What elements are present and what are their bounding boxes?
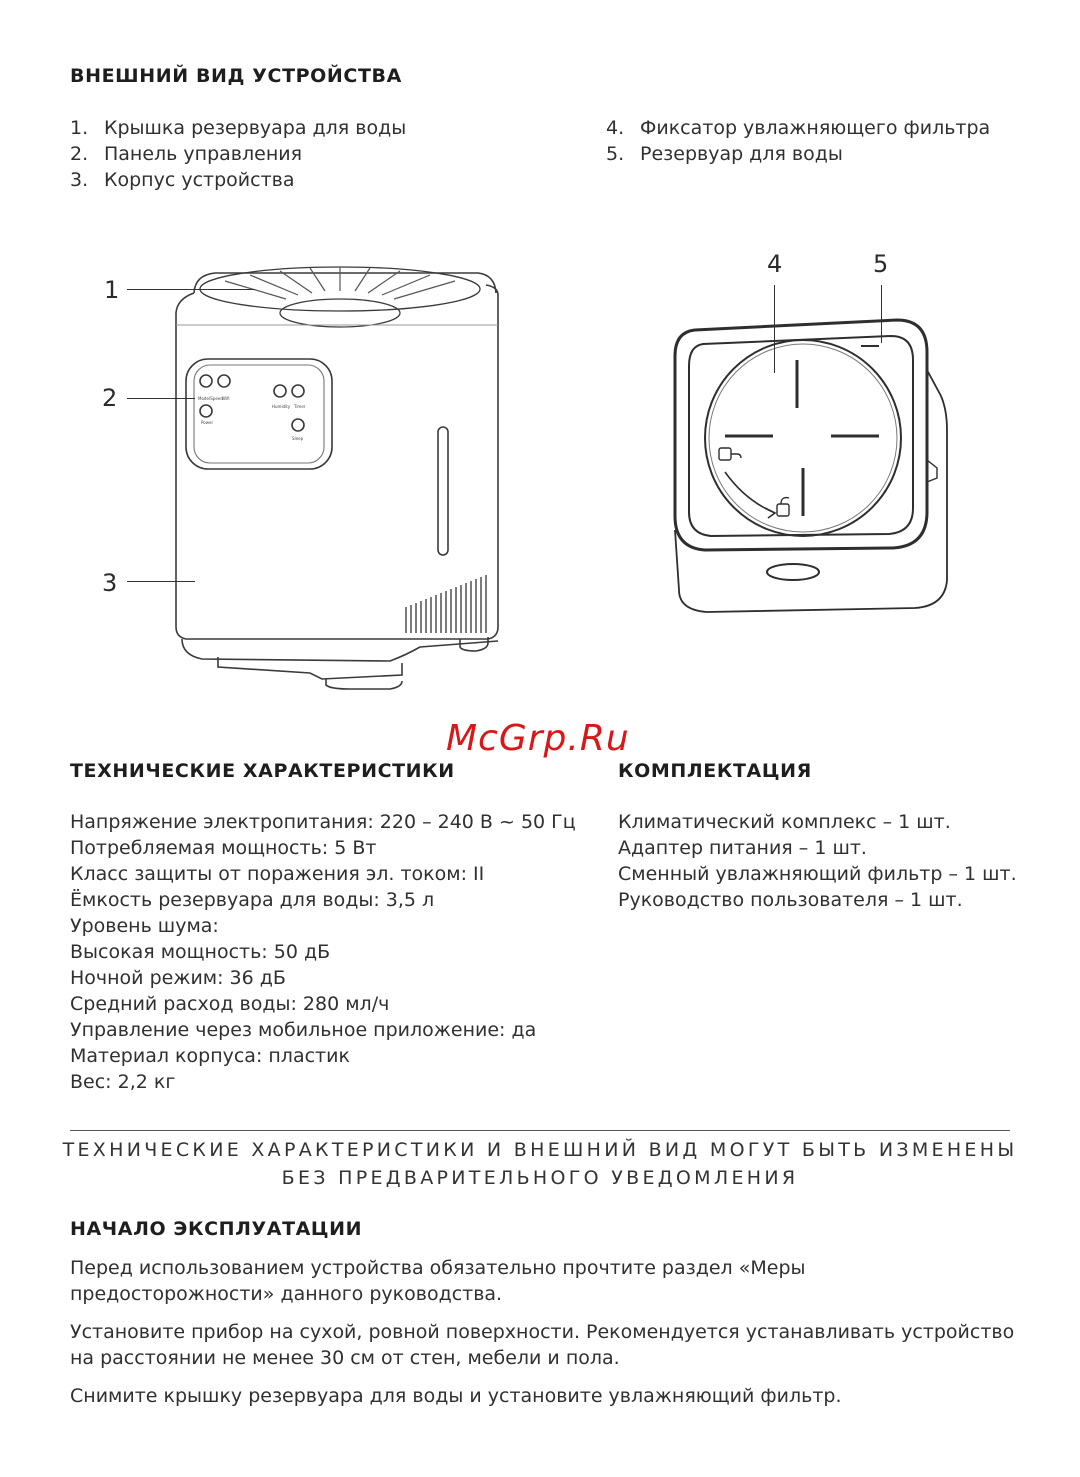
- notice-divider: [70, 1130, 1010, 1131]
- callout-1: 1: [104, 276, 120, 304]
- callout-line-3: [127, 581, 195, 582]
- spec-line: Напряжение электропитания: 220 – 240 В ~ 50 Гц: [70, 811, 576, 833]
- callout-line-1: [127, 289, 255, 290]
- spec-line: Управление через мобильное приложение: да: [70, 1019, 537, 1041]
- spec-line: Уровень шума:: [70, 915, 219, 937]
- spec-line: Средний расход воды: 280 мл/ч: [70, 993, 390, 1015]
- device-top-illustration: [665, 300, 955, 630]
- device-front-illustration: [90, 255, 520, 695]
- notice-line-2: БЕЗ ПРЕДВАРИТЕЛЬНОГО УВЕДОМЛЕНИЯ: [281, 1167, 799, 1189]
- panel-label-power: Power: [201, 420, 214, 425]
- panel-label-humidity: Humidity: [272, 404, 291, 409]
- start-paragraph-3: Снимите крышку резервуара для воды и установите увлажняющий фильтр.: [70, 1385, 842, 1407]
- package-line: Адаптер питания – 1 шт.: [618, 837, 867, 859]
- spec-line: Вес: 2,2 кг: [70, 1071, 176, 1093]
- callout-3: 3: [102, 569, 118, 597]
- package-line: Сменный увлажняющий фильтр – 1 шт.: [618, 863, 1017, 885]
- part-item-3: 3. Корпус устройства: [70, 169, 295, 191]
- panel-label-mode: Mode/Speed: [198, 396, 223, 401]
- notice-line-1: ТЕХНИЧЕСКИЕ ХАРАКТЕРИСТИКИ И ВНЕШНИЙ ВИД МОГУТ БЫТЬ ИЗМЕНЕНЫ: [62, 1139, 1018, 1161]
- start-paragraph-2: Установите прибор на сухой, ровной поверхности. Рекомендуется устанавливать устройство на расстоянии не менее 30 см от стен, мебели и пола.: [70, 1321, 1015, 1369]
- part-item-1: 1. Крышка резервуара для воды: [70, 117, 407, 139]
- specs-title: ТЕХНИЧЕСКИЕ ХАРАКТЕРИСТИКИ: [70, 760, 455, 782]
- callout-4: 4: [767, 250, 783, 278]
- panel-label-timer: Timer: [294, 404, 306, 409]
- start-title: НАЧАЛО ЭКСПЛУАТАЦИИ: [70, 1218, 363, 1240]
- spec-line: Ёмкость резервуара для воды: 3,5 л: [70, 889, 435, 911]
- part-item-2: 2. Панель управления: [70, 143, 303, 165]
- spec-line: Класс защиты от поражения эл. током: II: [70, 863, 485, 885]
- part-item-5: 5. Резервуар для воды: [606, 143, 843, 165]
- callout-line-2: [127, 398, 195, 399]
- spec-line: Материал корпуса: пластик: [70, 1045, 350, 1067]
- callout-2: 2: [102, 384, 118, 412]
- package-line: Руководство пользователя – 1 шт.: [618, 889, 963, 911]
- panel-label-wifi: Wifi: [222, 396, 230, 401]
- package-list: [618, 809, 1017, 913]
- specs-list: [70, 809, 576, 1095]
- callout-line-5: [881, 285, 882, 343]
- panel-label-sleep: Sleep: [292, 436, 304, 441]
- spec-line: Ночной режим: 36 дБ: [70, 967, 286, 989]
- part-item-4: 4. Фиксатор увлажняющего фильтра: [606, 117, 991, 139]
- appearance-title: ВНЕШНИЙ ВИД УСТРОЙСТВА: [70, 65, 402, 87]
- spec-line: Потребляемая мощность: 5 Вт: [70, 837, 377, 859]
- notice-text: [40, 1136, 1040, 1192]
- spec-line: Высокая мощность: 50 дБ: [70, 941, 331, 963]
- callout-line-4: [774, 285, 775, 373]
- watermark-text: McGrp.Ru: [446, 718, 630, 759]
- package-line: Климатический комплекс – 1 шт.: [618, 811, 951, 833]
- package-title: КОМПЛЕКТАЦИЯ: [618, 760, 812, 782]
- start-paragraph-1: Перед использованием устройства обязательно прочтите раздел «Меры предосторожности» данного руководства.: [70, 1257, 806, 1305]
- callout-5: 5: [873, 250, 889, 278]
